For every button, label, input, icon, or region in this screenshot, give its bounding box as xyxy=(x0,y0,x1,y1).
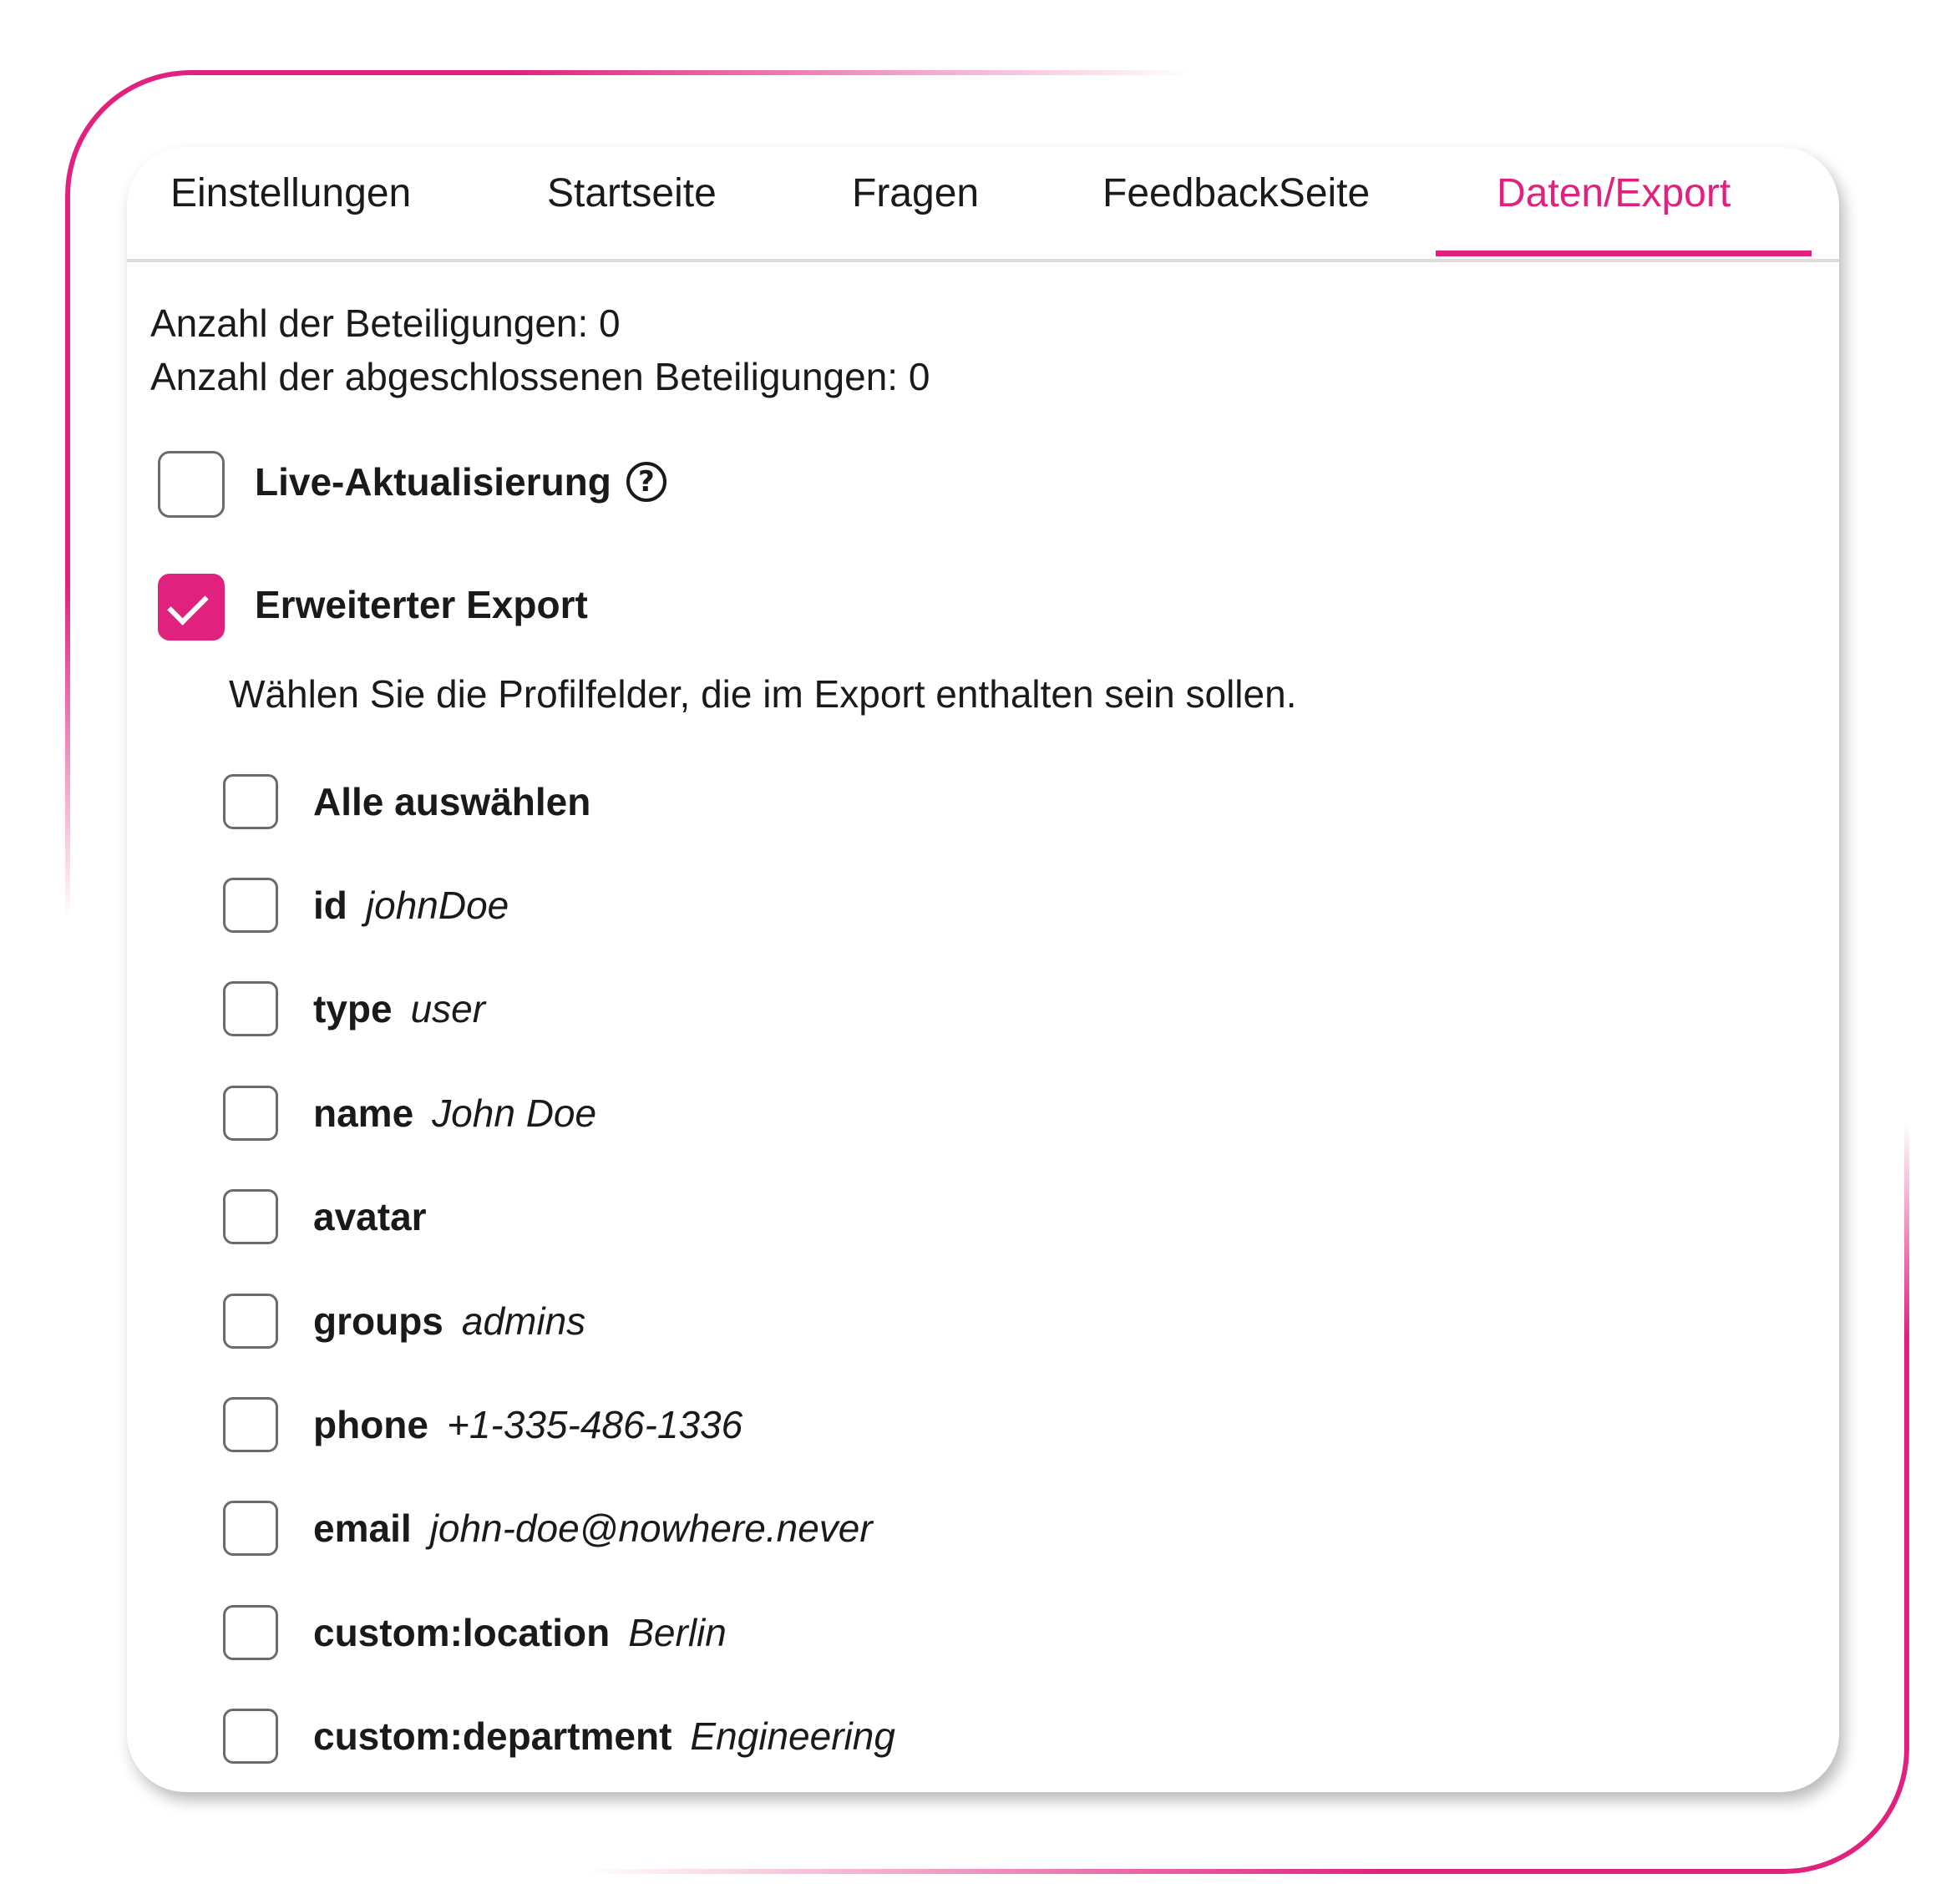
field-checkbox[interactable] xyxy=(223,1397,278,1452)
extended-export-label: Erweiterter Export xyxy=(255,583,588,626)
field-checkbox[interactable] xyxy=(223,1605,278,1660)
tab-daten-export[interactable]: Daten/Export xyxy=(1497,171,1731,215)
tab-einstellungen[interactable]: Einstellungen xyxy=(170,171,412,215)
field-value: admins xyxy=(461,1299,586,1343)
field-label xyxy=(313,986,485,1031)
field-value: john-doe@nowhere.never xyxy=(429,1506,873,1550)
field-label xyxy=(313,1610,727,1655)
field-key: phone xyxy=(313,1403,428,1446)
field-key: email xyxy=(313,1506,412,1550)
field-label xyxy=(313,1402,742,1447)
field-key: id xyxy=(313,884,347,927)
select-all-label xyxy=(313,779,590,824)
live-update-label xyxy=(255,459,666,505)
field-label xyxy=(313,1506,873,1551)
field-label xyxy=(313,1091,596,1136)
tab-fragen[interactable]: Fragen xyxy=(852,171,980,215)
field-key: type xyxy=(313,987,393,1030)
field-key: avatar xyxy=(313,1195,427,1238)
tab-feedbackseite[interactable]: FeedbackSeite xyxy=(1102,171,1371,215)
field-checkbox[interactable] xyxy=(223,1501,278,1556)
tab-bar xyxy=(127,147,1839,262)
field-value: John Doe xyxy=(432,1091,597,1135)
field-key: custom:department xyxy=(313,1714,672,1758)
field-label xyxy=(313,1299,585,1344)
live-update-checkbox[interactable] xyxy=(158,451,225,518)
frame-fade xyxy=(50,585,84,1002)
field-checkbox[interactable] xyxy=(223,1189,278,1244)
field-checkbox[interactable] xyxy=(223,1709,278,1764)
completed-participations-count: Anzahl der abgeschlossenen Beteiligungen: 0 xyxy=(150,355,930,398)
field-value: johnDoe xyxy=(365,884,509,927)
field-value: user xyxy=(410,987,486,1030)
field-checkbox[interactable] xyxy=(223,1086,278,1141)
field-checkbox[interactable] xyxy=(223,878,278,933)
select-all-checkbox[interactable] xyxy=(223,774,278,829)
field-value: +1-335-486-1336 xyxy=(446,1403,743,1446)
field-value: Berlin xyxy=(628,1611,727,1654)
field-label xyxy=(313,1714,895,1759)
frame-fade xyxy=(1871,1086,1921,1336)
field-label xyxy=(313,883,509,928)
help-icon[interactable]: ? xyxy=(626,462,666,502)
field-checkbox[interactable] xyxy=(223,1294,278,1349)
select-all-text: Alle auswählen xyxy=(313,780,591,823)
checkmark-icon xyxy=(167,584,208,625)
active-tab-indicator xyxy=(1436,251,1812,256)
export-fields-hint: Wählen Sie die Profilfelder, die im Export enthalten sein sollen. xyxy=(229,672,1297,716)
field-label xyxy=(313,1194,445,1239)
tab-startseite[interactable]: Startseite xyxy=(547,171,717,215)
field-value: Engineering xyxy=(690,1714,895,1758)
field-key: name xyxy=(313,1091,414,1135)
participations-count: Anzahl der Beteiligungen: 0 xyxy=(150,301,621,345)
live-update-text: Live-Aktualisierung xyxy=(255,460,611,504)
extended-export-checkbox[interactable] xyxy=(158,574,225,641)
field-key: custom:location xyxy=(313,1611,611,1654)
field-checkbox[interactable] xyxy=(223,981,278,1036)
export-settings-card xyxy=(127,147,1839,1792)
field-key: groups xyxy=(313,1299,443,1343)
